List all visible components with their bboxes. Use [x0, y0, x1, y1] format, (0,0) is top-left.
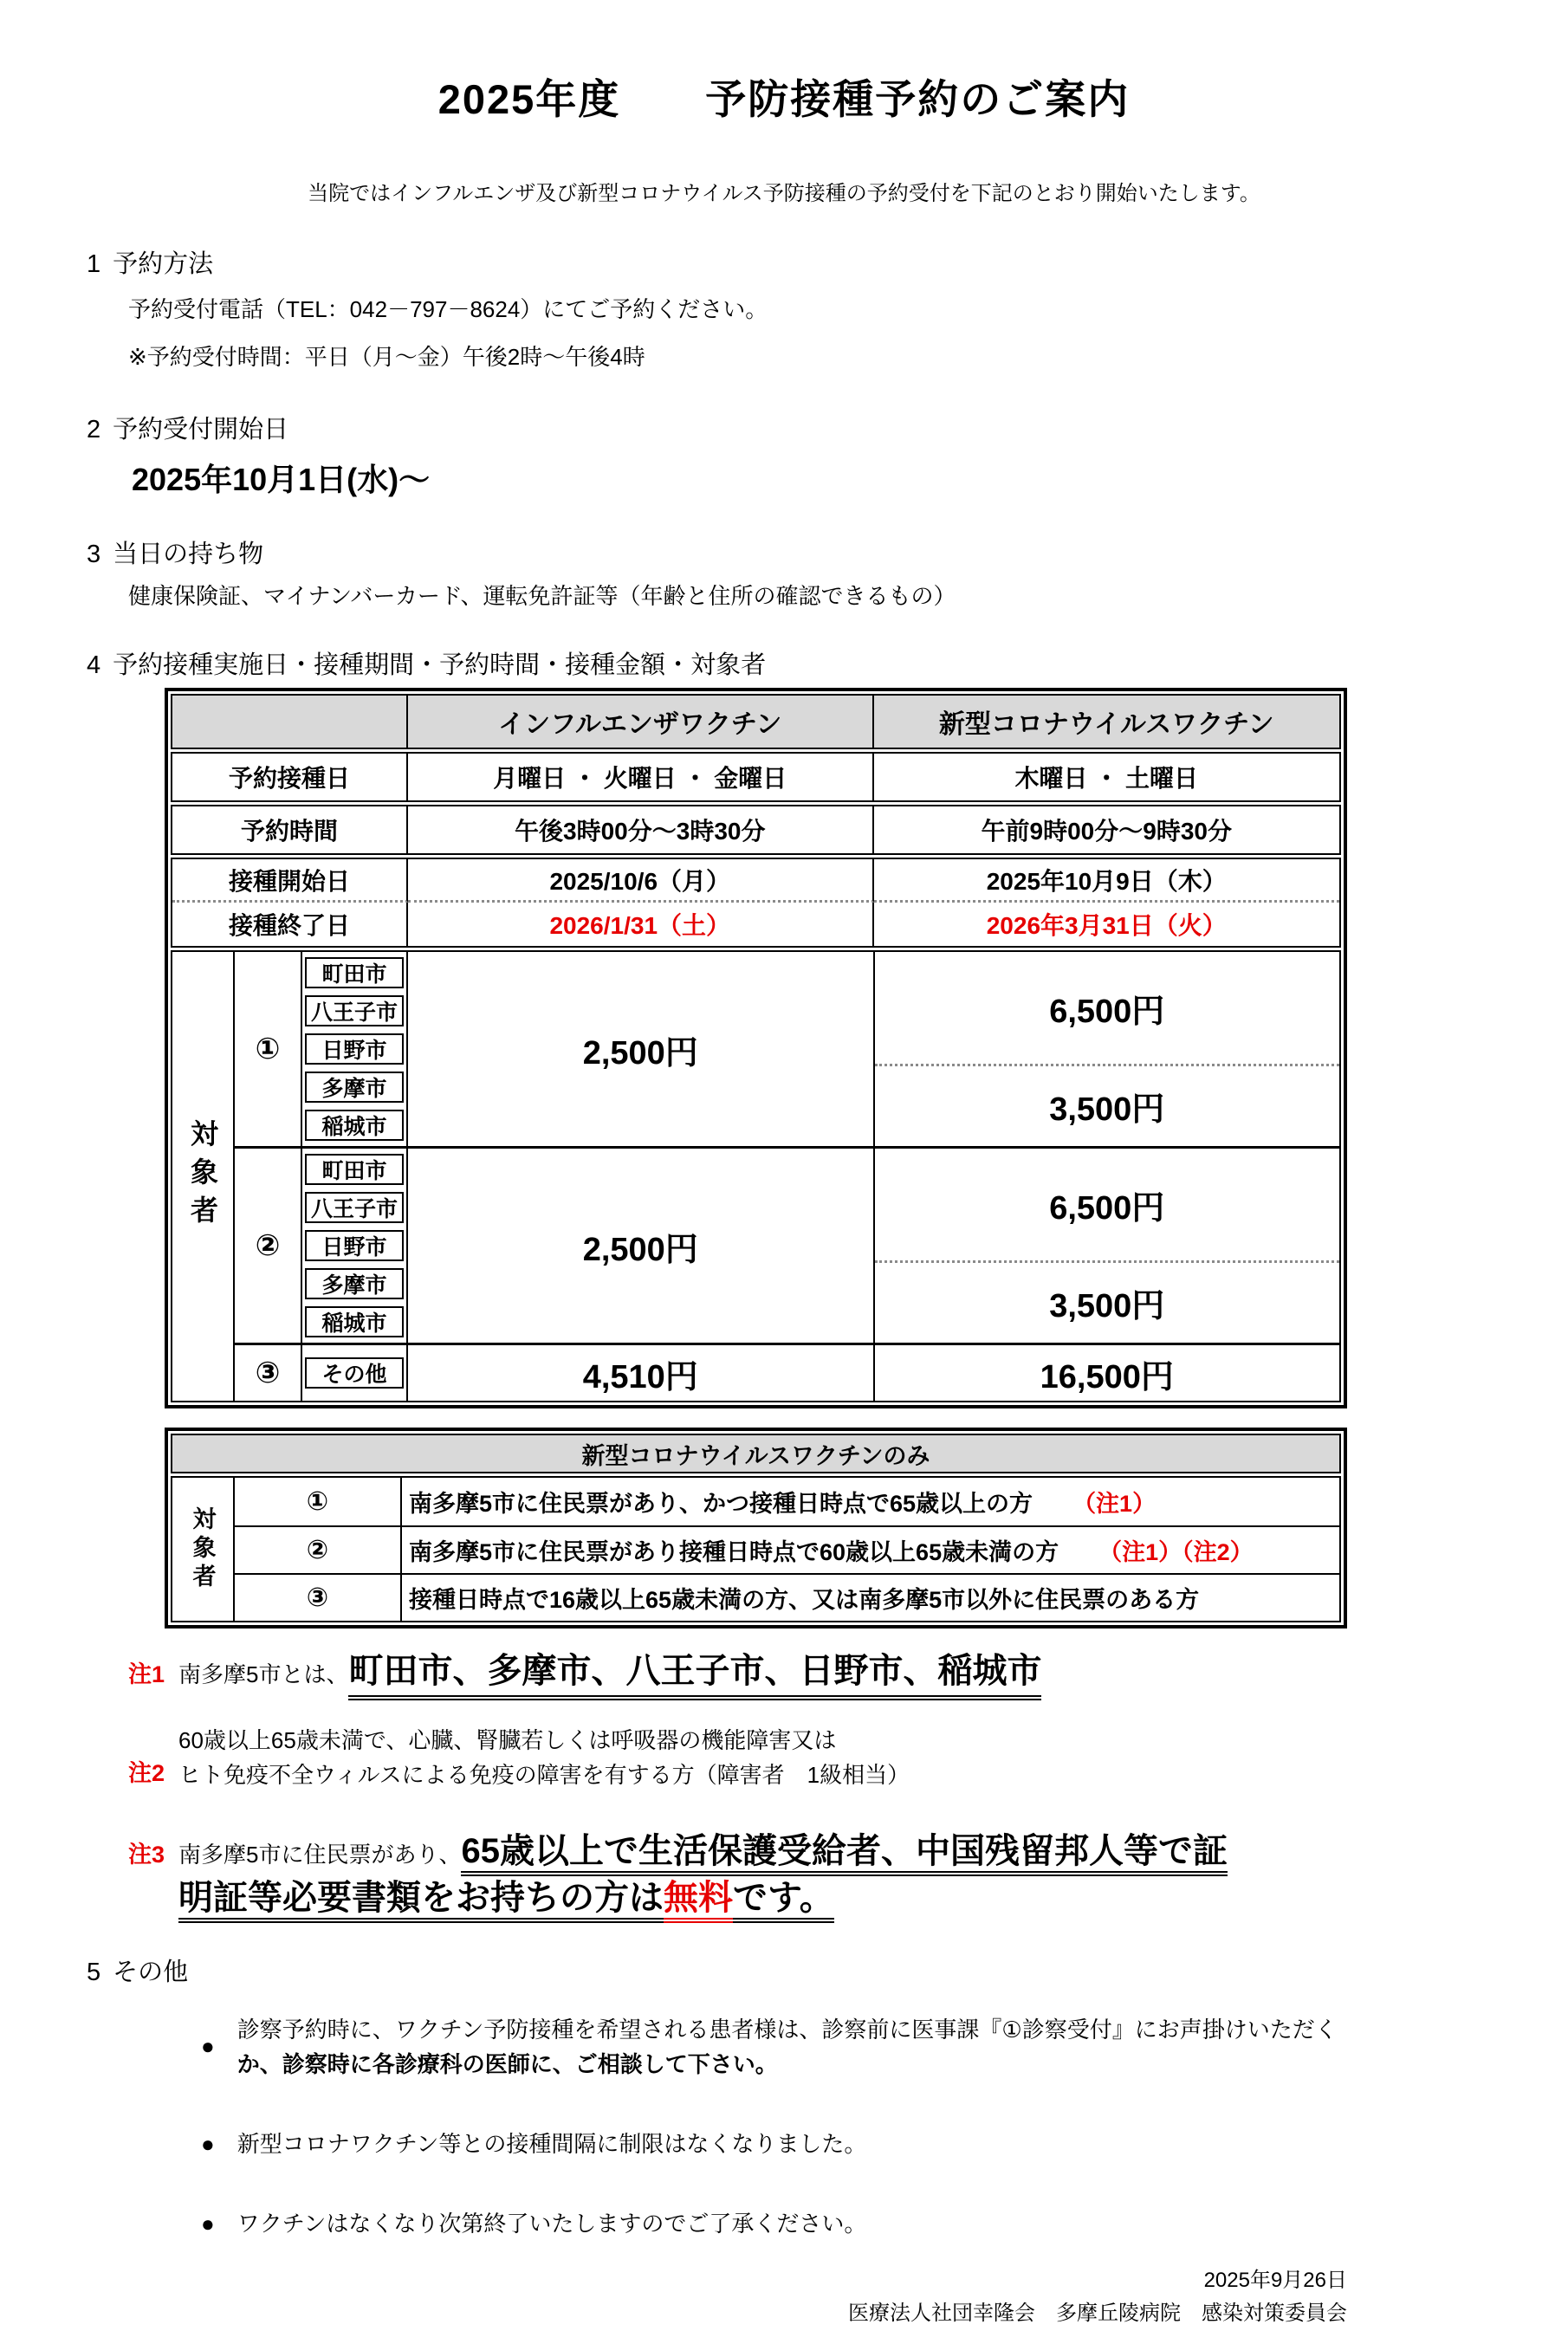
- group2-number: ②: [235, 1149, 302, 1343]
- city-box: 多摩市: [305, 1072, 404, 1103]
- row-start-end-dates: [171, 858, 1341, 948]
- section5-heading: [0, 1952, 1568, 1988]
- group2-covid-price-lower: 3,500円: [1049, 1288, 1165, 1325]
- eligibility-row-1-number: ①: [235, 1478, 402, 1525]
- eligibility-row-2-text: 南多摩5市に住民票があり接種日時点で60歳以上65歳未満の方: [409, 1539, 1059, 1565]
- row-time-label: 予約時間: [172, 806, 408, 853]
- eligibility-row-1: [235, 1478, 1339, 1525]
- city-box: 稲城市: [305, 1306, 404, 1337]
- covid-only-rows: [235, 1478, 1339, 1621]
- section2-title: 予約受付開始日: [113, 416, 289, 444]
- row-start-covid-value: 2025年10月9日（木）: [874, 859, 1340, 903]
- note-3-text: [178, 1828, 1261, 1921]
- bullet-2-text: 新型コロナワクチン等との接種間隔に制限はなくなりました。: [236, 2131, 867, 2158]
- header-covid-column: 新型コロナウイルスワクチン: [938, 710, 1274, 739]
- bullet-1-bold-text: か、診察時に各診療科の医師に、ご相談して下さい。: [236, 2050, 778, 2077]
- section3-title: 当日の持ち物: [113, 541, 264, 568]
- note-3-condition-text: 65歳以上で生活保護受給者、中国残留邦人等で証明証等必要書類をお持ちの方は: [178, 1832, 1228, 1923]
- header-flu-column: インフルエンザワクチン: [408, 696, 874, 748]
- page-title: 2025年度 予防接種予約のご案内: [437, 76, 1131, 122]
- bullet-1-normal-text: 診察予約時に、ワクチン予防接種を希望される患者様は、診察前に医事課『①診察受付』にお声掛けいただく: [236, 2016, 1338, 2043]
- section3-heading: [0, 534, 1568, 570]
- eligibility-row-1-description: [402, 1478, 1339, 1525]
- row-end-flu-value: 2026/1/31（土）: [408, 903, 874, 946]
- vaccination-notice-document: [0, 68, 1568, 2326]
- header-empty-cell: [172, 696, 408, 748]
- row-day-covid-value: 木曜日 ・ 土曜日: [1014, 765, 1199, 792]
- notes-section: [128, 1648, 1324, 1921]
- group2-covid-price-upper: 6,500円: [875, 1149, 1340, 1263]
- group3-row: [235, 1343, 1339, 1401]
- bullet-item-2: [201, 2127, 1353, 2161]
- note-2-label: 注2: [128, 1759, 165, 1786]
- group1-covid-prices: [875, 952, 1340, 1146]
- target-groups-section: [171, 950, 1341, 1402]
- eligibility-row-3: [235, 1573, 1339, 1621]
- group1-covid-price-upper: 6,500円: [875, 952, 1340, 1066]
- note-2-line-1: 60歳以上65歳未満で、心臓、腎臓若しくは呼吸器の機能障害又は: [178, 1727, 837, 1753]
- footer-date: 2025年9月26日: [1203, 2268, 1347, 2292]
- eligibility-row-2-note-ref: （注1）（注2）: [1098, 1539, 1254, 1565]
- city-box: 町田市: [305, 1154, 404, 1185]
- required-items-line: 健康保険証、マイナンバーカード、運転免許証等（年齢と住所の確認できるもの）: [128, 583, 956, 609]
- group2-row: [235, 1146, 1339, 1343]
- city-box: その他: [305, 1357, 404, 1389]
- covid-only-target-label-cell: [172, 1478, 235, 1621]
- group3-flu-price: 4,510円: [408, 1345, 875, 1401]
- bullet-3-text: ワクチンはなくなり次第終了いたしますのでご了承ください。: [236, 2211, 867, 2237]
- row-end-covid-value: 2026年3月31日（火）: [986, 912, 1227, 939]
- eligibility-row-2-number: ②: [235, 1527, 402, 1573]
- eligibility-row-3-number: ③: [235, 1575, 402, 1621]
- section2-heading: [0, 410, 1568, 445]
- covid-only-table-header: 新型コロナウイルスワクチンのみ: [171, 1434, 1341, 1473]
- city-box: 稲城市: [305, 1110, 404, 1141]
- bullet-icon: ●: [201, 2033, 215, 2060]
- group2-flu-price: 2,500円: [408, 1149, 875, 1343]
- city-box: 町田市: [305, 957, 404, 988]
- vaccination-schedule-table: [165, 688, 1347, 1408]
- group2-covid-prices: [875, 1149, 1340, 1343]
- row-vaccination-day: [171, 752, 1341, 802]
- section1-heading: [0, 244, 1568, 280]
- row-end-label: 接種終了日: [172, 903, 408, 946]
- group1-flu-price: 2,500円: [408, 952, 875, 1146]
- note-2-line-2: ヒト免疫不全ウィルスによる免疫の障害を有する方（障害者 1級相当）: [178, 1762, 910, 1789]
- note-3-intro-text: 南多摩5市に住民票があり、: [178, 1841, 462, 1868]
- bullet-icon: ●: [201, 2211, 215, 2237]
- section5-title: その他: [113, 1958, 189, 1986]
- eligibility-row-2-description: [402, 1527, 1339, 1573]
- row-time-covid-value: 午前9時00分～9時30分: [981, 818, 1232, 845]
- section1-number: 1: [87, 250, 101, 278]
- page-subtitle: 当院ではインフルエンザ及び新型コロナウイルス予防接種の予約受付を下記のとおり開始いたします。: [308, 182, 1260, 205]
- other-notes-list: [201, 2012, 1353, 2242]
- bullet-1-text: [237, 2012, 1353, 2082]
- row-reservation-time: [171, 805, 1341, 855]
- note-1-cities-text: 町田市、多摩市、八王子市、日野市、稲城市: [348, 1648, 1041, 1700]
- eligibility-row-1-text: 南多摩5市に住民票があり、かつ接種日時点で65歳以上の方: [409, 1491, 1033, 1517]
- row-start-flu-value: 2025/10/6（月）: [408, 859, 874, 903]
- group1-cities: [302, 952, 408, 1146]
- section3-number: 3: [87, 541, 101, 568]
- eligibility-row-2: [235, 1525, 1339, 1573]
- reservation-hours-line: ※予約受付時間：平日（月～金）午後2時～午後4時: [128, 344, 645, 370]
- covid-only-table-body: [171, 1476, 1341, 1622]
- city-box: 八王子市: [305, 995, 404, 1026]
- section4-title: 予約接種実施日・接種期間・予約時間・接種金額・対象者: [113, 651, 767, 679]
- bullet-item-1: [201, 2012, 1353, 2082]
- group3-covid-prices: [875, 1345, 1340, 1401]
- row-day-label: 予約接種日: [172, 754, 408, 800]
- city-box: 八王子市: [305, 1192, 404, 1223]
- note-1: [128, 1648, 1324, 1700]
- table-header-row: [171, 694, 1341, 749]
- group2-cities: [302, 1149, 408, 1343]
- document-footer: [0, 2264, 1347, 2331]
- target-groups: [235, 952, 1339, 1401]
- eligibility-row-3-text: 接種日時点で16歳以上65歳未満の方、又は南多摩5市以外に住民票のある方: [409, 1587, 1200, 1613]
- section2-number: 2: [87, 416, 101, 444]
- city-box: 日野市: [305, 1230, 404, 1261]
- section5-number: 5: [87, 1958, 101, 1986]
- row-time-flu-value: 午後3時00分～3時30分: [408, 806, 874, 853]
- section4-number: 4: [87, 651, 101, 679]
- covid-only-eligibility-table: [165, 1428, 1347, 1628]
- group3-number: ③: [235, 1345, 302, 1401]
- group3-category: [302, 1345, 408, 1401]
- city-box: 多摩市: [305, 1268, 404, 1299]
- note-1-intro-text: 南多摩5市とは、: [178, 1661, 349, 1687]
- section4-heading: [0, 645, 1568, 681]
- group3-covid-price: 16,500円: [1040, 1358, 1174, 1395]
- note-3-free-text: 無料: [664, 1879, 733, 1923]
- eligibility-row-1-note-ref: （注1）: [1072, 1491, 1157, 1517]
- bullet-item-3: [201, 2206, 1353, 2241]
- note-3: [128, 1828, 1324, 1921]
- bullet-icon: ●: [201, 2130, 215, 2157]
- target-label-cell: [172, 952, 235, 1401]
- note-2-text: [178, 1723, 910, 1793]
- reservation-start-date: 2025年10月1日(水)～: [132, 462, 431, 497]
- city-box: 日野市: [305, 1033, 404, 1065]
- group1-row: [235, 952, 1339, 1146]
- footer-organization: 医療法人社団幸隆会 多摩丘陵病院 感染対策委員会: [848, 2302, 1347, 2326]
- group1-covid-price-lower: 3,500円: [1049, 1091, 1165, 1129]
- row-start-label: 接種開始日: [172, 859, 408, 903]
- note-1-label: 注1: [128, 1661, 165, 1687]
- note-2: [128, 1723, 1324, 1793]
- note-3-label: 注3: [128, 1841, 165, 1868]
- group1-number: ①: [235, 952, 302, 1146]
- eligibility-row-3-description: [402, 1575, 1339, 1621]
- reservation-phone-line: 予約受付電話（TEL：042－797－8624）にてご予約ください。: [128, 296, 768, 322]
- row-day-flu-value: 月曜日 ・ 火曜日 ・ 金曜日: [408, 754, 874, 800]
- note-3-suffix-text: です。: [733, 1879, 834, 1923]
- section1-title: 予約方法: [113, 250, 214, 278]
- covid-only-target-label: 対象者: [189, 1506, 216, 1592]
- target-label-vertical-text: 対象者: [187, 1119, 218, 1233]
